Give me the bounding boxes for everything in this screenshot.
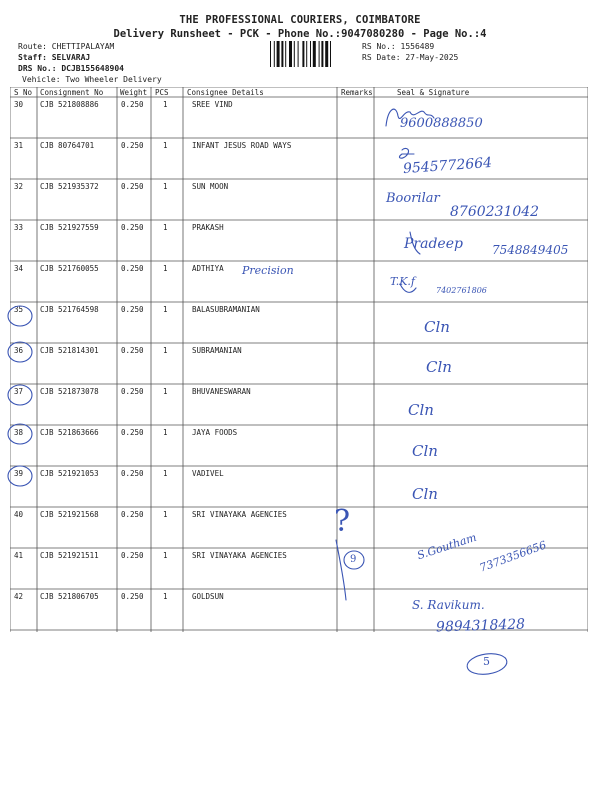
handwritten-sign-34: T.K.f — [390, 275, 416, 288]
runsheet-subtitle: Delivery Runsheet - PCK - Phone No.:9047080280 - Page No.:4 — [113, 28, 487, 40]
handwritten-cln-37: Cln — [408, 401, 434, 419]
page-total-circle — [466, 651, 508, 676]
cell-pcs: 1 — [163, 510, 168, 519]
cell-sno: 35 — [14, 305, 24, 314]
handwritten-phone-34: 7402761806 — [436, 286, 487, 295]
cell-sno: 36 — [14, 346, 24, 355]
cell-consignee: ADTHIYA — [192, 264, 224, 273]
cell-consignee: INFANT JESUS ROAD WAYS — [192, 141, 292, 150]
cell-consignee: PRAKASH — [192, 223, 224, 232]
remark-squiggle — [336, 540, 346, 600]
cell-consignee: BALASUBRAMANIAN — [192, 305, 260, 314]
cell-consignment: CJB 521927559 — [40, 223, 99, 232]
cell-pcs: 1 — [163, 387, 168, 396]
handwritten-name-42: S. Ravikum. — [412, 598, 485, 612]
drs-number: DRS No.: DCJB155648904 — [18, 64, 124, 73]
signature-30 — [386, 109, 434, 126]
col-header-consignment: Consignment No — [40, 88, 104, 97]
cell-weight: 0.250 — [121, 182, 144, 191]
cell-consignee: SUN MOON — [192, 182, 229, 191]
handwritten-cln-39: Cln — [412, 485, 438, 503]
cell-consignee: VADIVEL — [192, 469, 224, 478]
handwritten-phone-41: 7373356656 — [477, 538, 549, 575]
cell-weight: 0.250 — [121, 428, 144, 437]
cell-consignee: SREE VIND — [192, 100, 233, 109]
rs-number: RS No.: 1556489 — [362, 42, 435, 51]
col-header-pcs: PCS — [155, 88, 169, 97]
cell-pcs: 1 — [163, 469, 168, 478]
cell-consignee: SUBRAMANIAN — [192, 346, 242, 355]
handwritten-cln-36: Cln — [426, 358, 452, 376]
cell-weight: 0.250 — [121, 592, 144, 601]
cell-sno: 31 — [14, 141, 24, 150]
rs-date: RS Date: 27-May-2025 — [362, 53, 459, 62]
cell-weight: 0.250 — [121, 551, 144, 560]
cell-pcs: 1 — [163, 305, 168, 314]
handwritten-page-total: 5 — [483, 655, 490, 668]
cell-consignee: SRI VINAYAKA AGENCIES — [192, 510, 287, 519]
sno-circle-36 — [8, 342, 32, 362]
cell-weight: 0.250 — [121, 387, 144, 396]
cell-pcs: 1 — [163, 141, 168, 150]
cell-weight: 0.250 — [121, 346, 144, 355]
cell-consignment: CJB 521863666 — [40, 428, 99, 437]
sno-circle-38 — [8, 424, 32, 444]
cell-consignment: CJB 80764701 — [40, 141, 95, 150]
col-header-weight: Weight — [120, 88, 148, 97]
sno-circle-37 — [8, 385, 32, 405]
signature-33 — [410, 232, 420, 254]
vehicle-text: Vehicle: Two Wheeler Delivery — [22, 75, 162, 84]
cell-consignee: SRI VINAYAKA AGENCIES — [192, 551, 287, 560]
signature-34 — [400, 284, 416, 292]
cell-consignment: CJB 521814301 — [40, 346, 99, 355]
cell-weight: 0.250 — [121, 264, 144, 273]
company-title: THE PROFESSIONAL COURIERS, COIMBATORE — [179, 14, 421, 26]
cell-sno: 37 — [14, 387, 24, 396]
handwritten-remark-41: 9 — [350, 554, 357, 565]
handwritten-cln-35: Cln — [424, 318, 450, 336]
cell-pcs: 1 — [163, 346, 168, 355]
handwritten-name-32: Boorilar — [386, 191, 440, 206]
handwritten-phone-42: 9894318428 — [435, 616, 526, 636]
route-text: Route: CHETTIPALAYAM — [18, 42, 115, 51]
cell-sno: 30 — [14, 100, 24, 109]
cell-weight: 0.250 — [121, 510, 144, 519]
signature-31 — [399, 148, 414, 158]
staff-text: Staff: SELVARAJ — [18, 53, 91, 62]
cell-pcs: 1 — [163, 551, 168, 560]
handwritten-name-41: S.Goutham — [415, 530, 479, 563]
cell-consignee: JAYA FOODS — [192, 428, 238, 437]
cell-sno: 42 — [14, 592, 24, 601]
handwritten-phone-32: 8760231042 — [450, 204, 540, 220]
cell-sno: 40 — [14, 510, 24, 519]
cell-consignment: CJB 521921053 — [40, 469, 99, 478]
handwritten-phone-33: 7548849405 — [492, 243, 569, 257]
cell-pcs: 1 — [163, 428, 168, 437]
cell-pcs: 1 — [163, 223, 168, 232]
cell-consignee: GOLDSUN — [192, 592, 224, 601]
cell-sno: 41 — [14, 551, 24, 560]
cell-consignment: CJB 521806705 — [40, 592, 99, 601]
cell-weight: 0.250 — [121, 100, 144, 109]
sno-circle-39 — [8, 466, 32, 486]
col-header-sno: S No — [14, 88, 33, 97]
handwritten-phone-30: 9600888850 — [400, 116, 483, 131]
handwritten-remark-40: ? — [334, 504, 351, 539]
cell-sno: 39 — [14, 469, 24, 478]
remark-circle-41 — [344, 551, 364, 569]
cell-sno: 34 — [14, 264, 24, 273]
handwritten-name-33: Pradeep — [404, 236, 463, 252]
cell-sno: 38 — [14, 428, 24, 437]
cell-pcs: 1 — [163, 592, 168, 601]
cell-sno: 32 — [14, 182, 24, 191]
cell-consignment: CJB 521808886 — [40, 100, 99, 109]
sno-circle-35 — [8, 306, 32, 326]
cell-weight: 0.250 — [121, 469, 144, 478]
cell-pcs: 1 — [163, 264, 168, 273]
cell-pcs: 1 — [163, 182, 168, 191]
handwritten-phone-31: 9545772664 — [402, 154, 493, 178]
cell-weight: 0.250 — [121, 223, 144, 232]
cell-weight: 0.250 — [121, 305, 144, 314]
cell-consignment: CJB 521764598 — [40, 305, 99, 314]
cell-consignment: CJB 521935372 — [40, 182, 99, 191]
cell-weight: 0.250 — [121, 141, 144, 150]
col-header-consignee: Consignee Details — [187, 88, 264, 97]
handwritten-remark-34: Precision — [242, 264, 294, 277]
cell-consignment: CJB 521921568 — [40, 510, 99, 519]
cell-sno: 33 — [14, 223, 24, 232]
cell-consignment: CJB 521760055 — [40, 264, 99, 273]
cell-consignment: CJB 521873078 — [40, 387, 99, 396]
col-header-remarks: Remarks — [341, 88, 373, 97]
handwritten-cln-38: Cln — [412, 442, 438, 460]
cell-consignee: BHUVANESWARAN — [192, 387, 251, 396]
col-header-seal: Seal & Signature — [397, 88, 470, 97]
cell-pcs: 1 — [163, 100, 168, 109]
cell-consignment: CJB 521921511 — [40, 551, 99, 560]
